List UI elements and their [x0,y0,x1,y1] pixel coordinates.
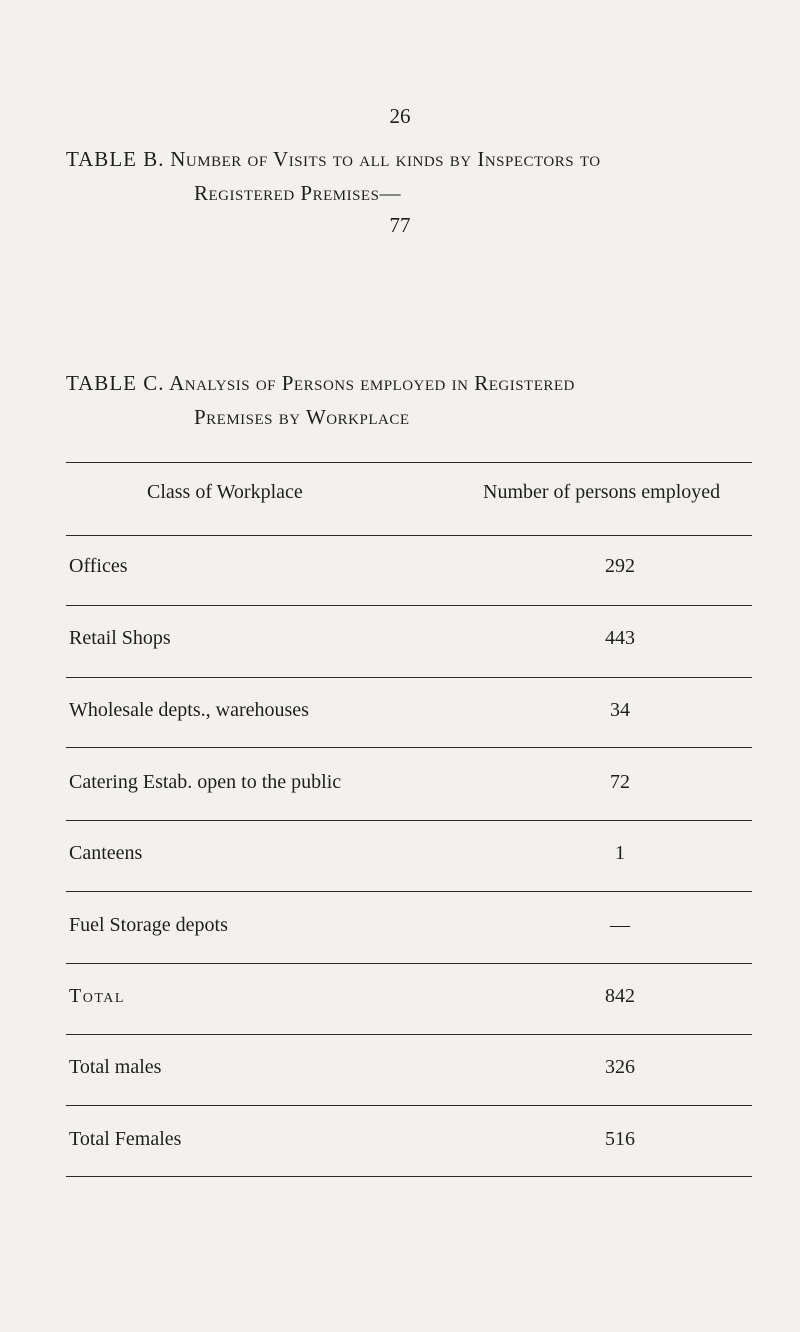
row-divider [66,1034,752,1035]
table-c-heading [66,366,575,434]
table-row-label: Catering Estab. open to the public [69,771,342,793]
page-number: 26 [389,104,411,128]
table-row-label: Offices [69,555,128,577]
table-b-title-line1: Number of Visits to all kinds by Inspectors to [170,147,601,171]
row-divider [66,891,752,892]
table-row-label: Total Females [69,1128,182,1150]
table-c-label: TABLE C. [66,371,165,395]
table-row-label: Retail Shops [69,627,171,649]
row-divider [66,747,752,748]
column-header-number: Number of persons employed [483,481,721,503]
table-bottom-rule [66,1176,752,1177]
row-divider [66,605,752,606]
table-row-value: 292 [605,555,635,577]
table-row-value: 443 [605,627,635,649]
row-divider [66,963,752,964]
row-divider [66,677,752,678]
table-row-value: 72 [610,771,630,793]
table-row-label-total: Total [69,985,125,1007]
table-b-value: 77 [389,213,411,237]
row-divider [66,1105,752,1106]
table-b-heading [66,142,601,210]
table-row-label: Fuel Storage depots [69,914,228,936]
table-row-value: — [610,914,630,936]
table-b-title-line2: Registered Premises— [194,181,401,205]
table-row-label: Total males [69,1056,162,1078]
table-row-value: 1 [615,842,625,864]
table-top-rule [66,462,752,463]
table-b-label: TABLE B. [66,147,165,171]
row-divider [66,820,752,821]
table-c-title-line2: Premises by Workplace [194,405,410,429]
table-row-label: Wholesale depts., warehouses [69,699,309,721]
table-c-title-line1: Analysis of Persons employed in Registered [169,371,575,395]
table-row-label: Canteens [69,842,143,864]
table-row-value-total: 842 [605,985,635,1007]
column-header-class: Class of Workplace [147,481,303,503]
header-bottom-rule [66,535,752,536]
table-row-value: 34 [610,699,630,721]
table-row-value: 326 [605,1056,635,1078]
table-row-value: 516 [605,1128,635,1150]
